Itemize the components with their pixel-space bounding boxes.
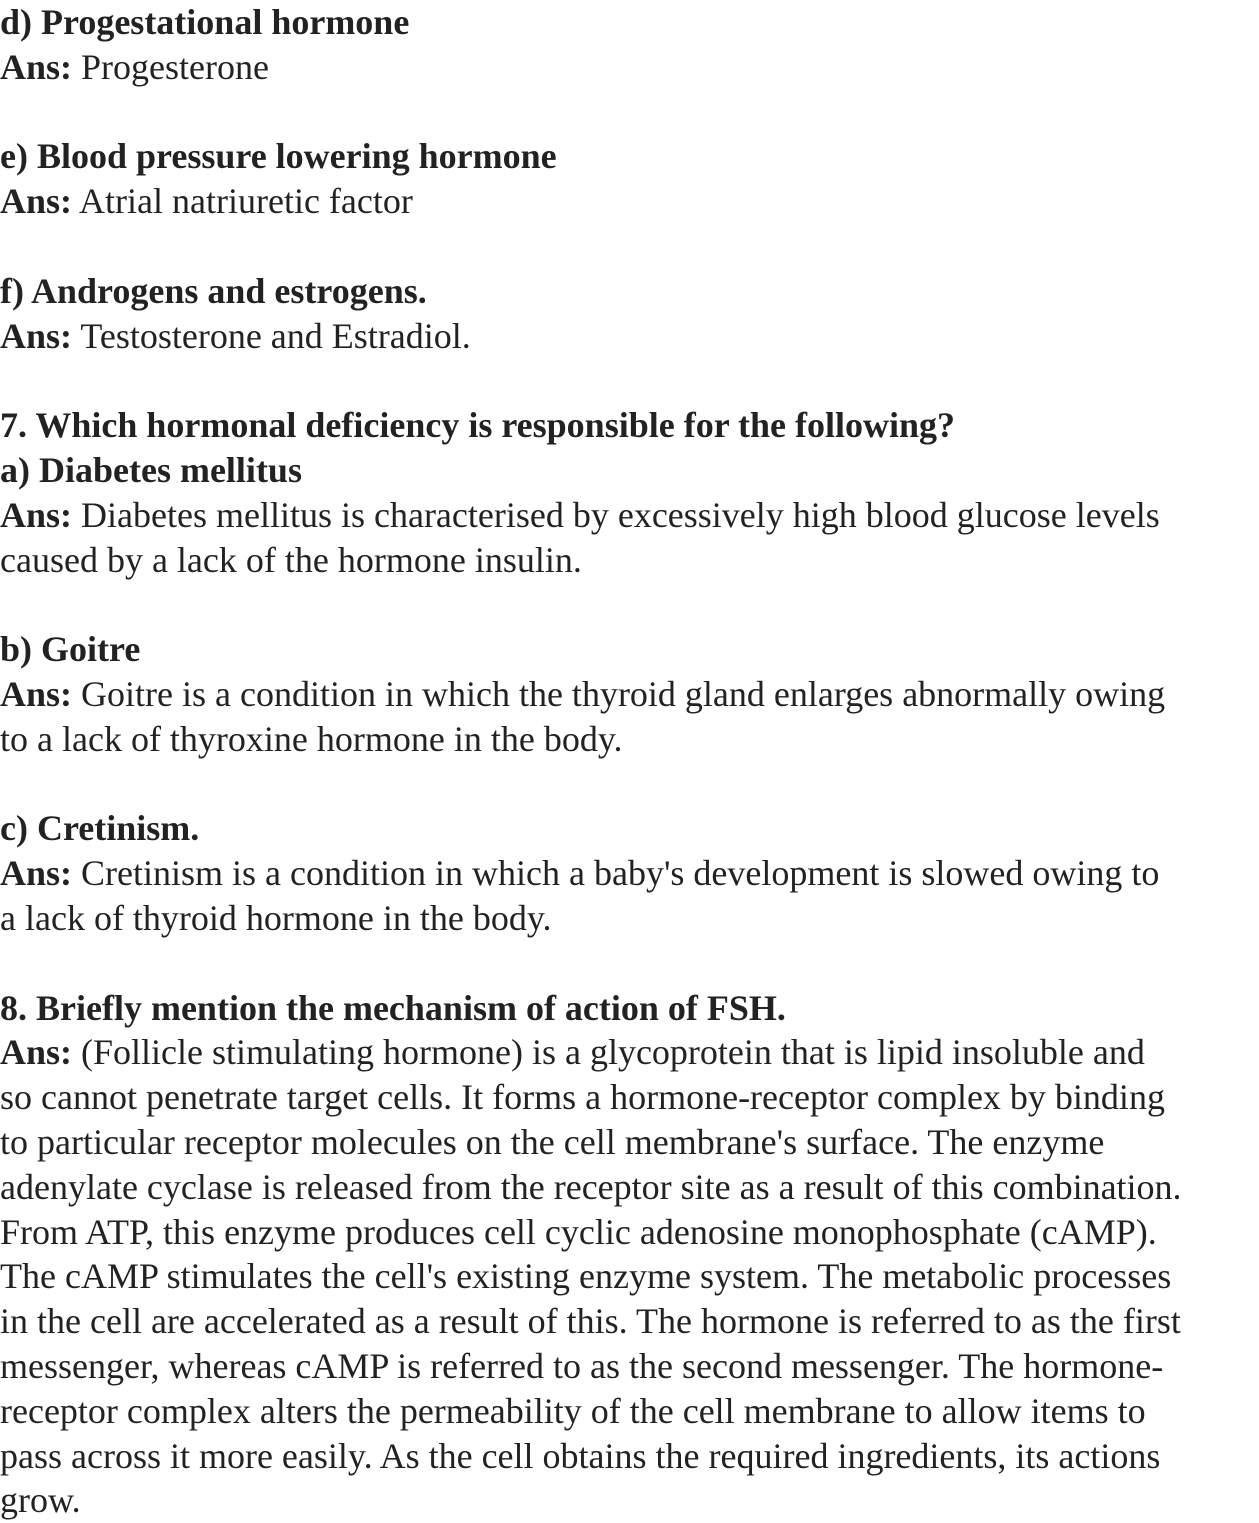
heading-7c: c) Cretinism. xyxy=(0,808,200,849)
answer-e xyxy=(0,179,1259,224)
answer-8-line6: The cAMP stimulates the cell's existing enzyme system. The metabolic processes xyxy=(0,1256,1172,1297)
heading-7b: b) Goitre xyxy=(0,629,141,670)
answer-text: Testosterone and Estradiol. xyxy=(72,315,471,356)
answer-text: (Follicle stimulating hormone) is a glycoprotein that is lipid insoluble and xyxy=(72,1032,1145,1073)
answer-8-line8: messenger, whereas cAMP is referred to as the second messenger. The hormone- xyxy=(0,1345,1164,1386)
ans-label: Ans: xyxy=(0,494,73,535)
ans-label: Ans: xyxy=(0,46,73,87)
answer-text: Diabetes mellitus is characterised by excessively high blood glucose levels xyxy=(72,494,1160,535)
question-8-heading: 8. Briefly mention the mechanism of action of FSH. xyxy=(0,987,786,1028)
answer-8-line2: so cannot penetrate target cells. It forms a hormone-receptor complex by binding xyxy=(0,1077,1165,1118)
answer-8-line11: grow. xyxy=(0,1480,81,1521)
ans-label: Ans: xyxy=(0,315,73,356)
answer-7a-line1 xyxy=(0,493,1259,538)
answer-8-line3: to particular receptor molecules on the cell membrane's surface. The enzyme xyxy=(0,1121,1105,1162)
answer-text: Atrial natriuretic factor xyxy=(72,181,413,222)
heading-7a: a) Diabetes mellitus xyxy=(0,449,302,490)
heading-f: f) Androgens and estrogens. xyxy=(0,270,427,311)
answer-7b-line1 xyxy=(0,672,1259,717)
answer-8-line5: From ATP, this enzyme produces cell cyclic adenosine monophosphate (cAMP). xyxy=(0,1211,1157,1252)
answer-8-line4: adenylate cyclase is released from the receptor site as a result of this combination. xyxy=(0,1166,1182,1207)
answer-7c-line2: a lack of thyroid hormone in the body. xyxy=(0,897,552,938)
question-7-heading: 7. Which hormonal deficiency is responsible for the following? xyxy=(0,405,956,446)
ans-label: Ans: xyxy=(0,181,73,222)
answer-8-line1 xyxy=(0,1030,1259,1075)
answer-8-line10: pass across it more easily. As the cell obtains the required ingredients, its actions xyxy=(0,1435,1161,1476)
answer-8-line7: in the cell are accelerated as a result of this. The hormone is referred to as the first xyxy=(0,1301,1181,1342)
answer-7c-line1 xyxy=(0,851,1259,896)
answer-text: Cretinism is a condition in which a baby's development is slowed owing to xyxy=(72,853,1160,894)
answer-7b-line2: to a lack of thyroxine hormone in the body. xyxy=(0,718,623,759)
answer-text: Progesterone xyxy=(72,46,269,87)
answer-d xyxy=(0,45,1259,90)
answer-f xyxy=(0,314,1259,359)
ans-label: Ans: xyxy=(0,1032,73,1073)
answer-text: Goitre is a condition in which the thyroid gland enlarges abnormally owing xyxy=(72,673,1166,714)
ans-label: Ans: xyxy=(0,853,73,894)
answer-7a-line2: caused by a lack of the hormone insulin. xyxy=(0,539,582,580)
heading-e: e) Blood pressure lowering hormone xyxy=(0,136,557,177)
answer-8-line9: receptor complex alters the permeability of the cell membrane to allow items to xyxy=(0,1390,1146,1431)
ans-label: Ans: xyxy=(0,673,73,714)
heading-d: d) Progestational hormone xyxy=(0,2,410,42)
